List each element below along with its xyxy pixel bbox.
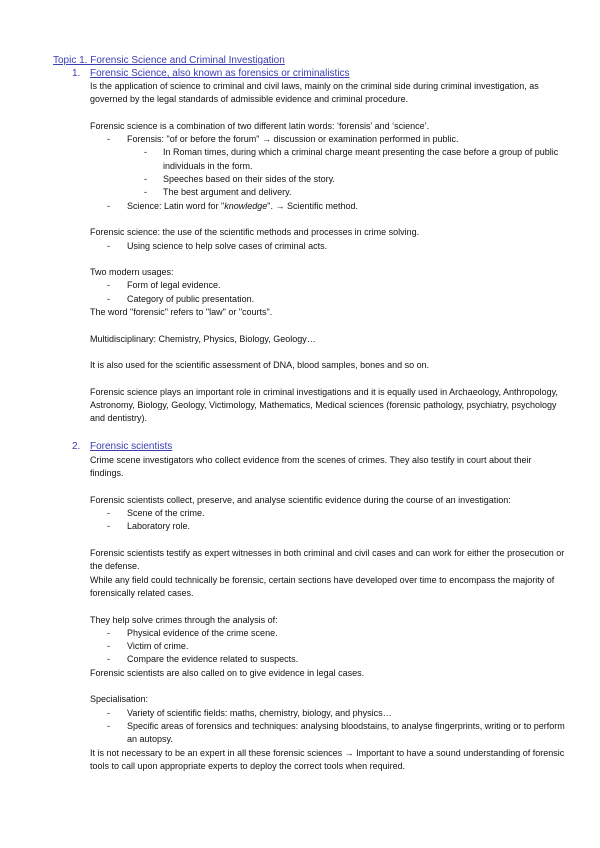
list-item: - Using science to help solve cases of criminal acts. bbox=[107, 240, 328, 251]
paragraph: It is also used for the scientific assessment of DNA, blood samples, bones and so on. bbox=[90, 360, 430, 371]
list-item: - Science: Latin word for "knowledge". → Scientific method. bbox=[107, 200, 359, 211]
list-item: - Category of public presentation. bbox=[107, 293, 255, 304]
list-item: - Forensis: "of or before the forum" → discussion or examination performed in public. bbox=[107, 134, 459, 145]
section-2-number: 2. bbox=[72, 441, 81, 452]
paragraph: While any field could technically be forensic, certain sections have developed over time to encompass the majority of forensically related cases. bbox=[90, 574, 555, 598]
paragraph: Forensic science plays an important role in criminal investigations and it is equally used in Archaeology, Anthropology, Astronomy, Biology, Geology, Victimology, Mathematics, Medical sciences (forensic pathology, psychiatry, psychology and dentistry). bbox=[90, 386, 558, 424]
list-item: - Specific areas of forensics and techniques: analysing bloodstains, to analyse fingerprints, writing or to perform an autopsy. bbox=[107, 720, 565, 745]
paragraph: Forensic science: the use of the scientific methods and processes in crime solving. bbox=[90, 227, 420, 238]
paragraph: The word "forensic" refers to "law" or "courts". bbox=[90, 307, 273, 318]
list-item: - Variety of scientific fields: maths, chemistry, biology, and physics… bbox=[107, 707, 392, 718]
paragraph: Specialisation: bbox=[90, 694, 149, 705]
list-item: - Speeches based on their sides of the story. bbox=[144, 174, 335, 185]
paragraph: Is the application of science to criminal and civil laws, mainly on the criminal side during criminal investigation, as governed by the legal standards of admissible evidence and criminal procedure. bbox=[90, 81, 539, 105]
list-item: - In Roman times, during which a criminal charge meant presenting the case before a group of public individuals in the form. bbox=[144, 147, 559, 171]
list-item: - Laboratory role. bbox=[107, 521, 191, 532]
topic-heading: Topic 1. Forensic Science and Criminal Investigation bbox=[53, 55, 285, 66]
paragraph: Forensic science is a combination of two different latin words: ‘forensis’ and ‘science’. bbox=[90, 120, 430, 131]
paragraph: Forensic scientists are also called on to give evidence in legal cases. bbox=[90, 667, 365, 678]
list-item: - Scene of the crime. bbox=[107, 508, 205, 519]
paragraph: Crime scene investigators who collect evidence from the scenes of crimes. They also testify in court about their findings. bbox=[90, 455, 532, 479]
section-1-number: 1. bbox=[72, 68, 81, 79]
paragraph: Forensic scientists collect, preserve, and analyse scientific evidence during the course of an investigation: bbox=[90, 494, 511, 505]
paragraph: Two modern usages: bbox=[90, 267, 174, 278]
list-item: - Physical evidence of the crime scene. bbox=[107, 627, 278, 638]
section-2-body bbox=[90, 454, 565, 773]
paragraph: It is not necessary to be an expert in all these forensic sciences → Important to have a sound understanding of forensic tools to call upon appropriate experts to deploy the correct tools when required. bbox=[90, 747, 565, 771]
paragraph: Multidisciplinary: Chemistry, Physics, Biology, Geology… bbox=[90, 333, 316, 344]
section-1-title: Forensic Science, also known as forensics or criminalistics bbox=[90, 68, 350, 79]
list-item: - Form of legal evidence. bbox=[107, 280, 221, 291]
section-1-body bbox=[90, 80, 565, 426]
paragraph: Forensic scientists testify as expert witnesses in both criminal and civil cases and can work for either the prosecution or the defense. bbox=[90, 548, 565, 572]
paragraph: They help solve crimes through the analysis of: bbox=[90, 614, 278, 625]
list-item: - Victim of crime. bbox=[107, 641, 189, 652]
list-item: - The best argument and delivery. bbox=[144, 187, 292, 198]
section-2-title: Forensic scientists bbox=[90, 441, 173, 452]
list-item: - Compare the evidence related to suspects. bbox=[107, 654, 299, 665]
